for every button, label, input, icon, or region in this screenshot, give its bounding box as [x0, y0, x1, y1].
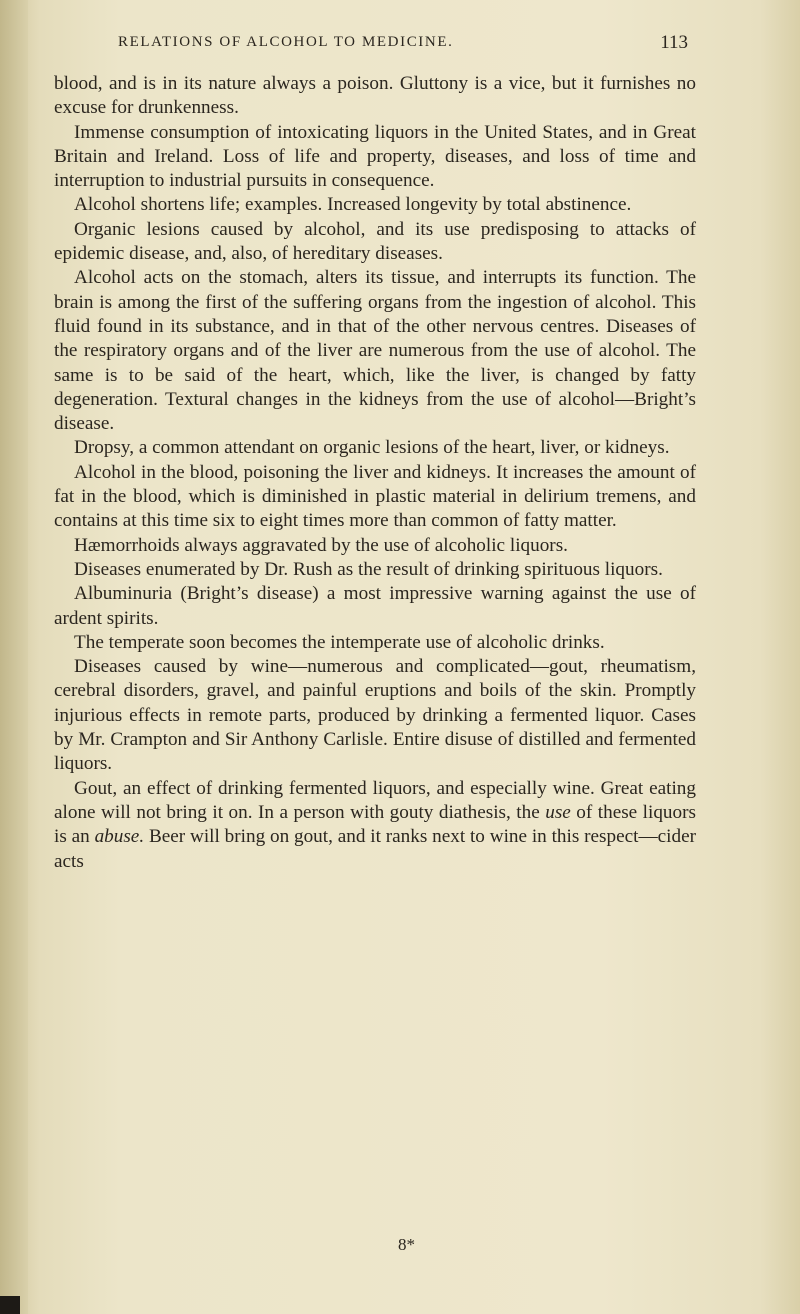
page-number: 113 [660, 32, 688, 53]
emphasis-abuse: abuse. [94, 826, 145, 848]
paragraph-7: Alcohol in the blood, poisoning the liver and kidneys. It increases the amount of fat in the blood, which is diminished in plastic material in delirium tremens, and contains at this time six to eight times more than common of fatty matter. [54, 461, 696, 532]
paragraph-11: The temperate soon becomes the intemperate use of alcoholic drinks. [74, 631, 605, 653]
paragraph-13 [54, 777, 696, 874]
spine-shadow [0, 0, 28, 1314]
paragraph-4: Organic lesions caused by alcohol, and its use predisposing to attacks of epidemic disease, and, also, of hereditary diseases. [54, 218, 696, 265]
paragraph-1: blood, and is in its nature always a poison. Gluttony is a vice, but it furnishes no excuse for drunkenness. [54, 73, 696, 119]
paragraph-13-part-2: of these liquors is an [54, 801, 696, 848]
paragraph-12: Diseases caused by wine—numerous and complicated—gout, rheumatism, cerebral disorders, gravel, and painful eruptions and boils of the skin. Promptly injurious effects in remote parts, produced by drinking a fermented liquor. Cases by Mr. Crampton and Sir Anthony Carlisle. Entire disuse of distilled and fermented liquors. [54, 656, 696, 775]
emphasis-use: use [545, 801, 571, 823]
signature-mark: 8* [398, 1235, 415, 1254]
paragraph-6: Dropsy, a common attendant on organic lesions of the heart, liver, or kidneys. [74, 437, 670, 459]
paragraph-10: Albuminuria (Bright’s disease) a most impressive warning against the use of ardent spirits. [54, 583, 696, 629]
paragraph-9: Diseases enumerated by Dr. Rush as the result of drinking spirituous liquors. [74, 558, 663, 580]
edge-mark [0, 1296, 20, 1314]
body-text [54, 72, 696, 874]
paragraph-8: Hæmorrhoids always aggravated by the use of alcoholic liquors. [74, 534, 568, 556]
running-head [118, 34, 688, 56]
paragraph-3: Alcohol shortens life; examples. Increased longevity by total abstinence. [74, 194, 632, 216]
paragraph-5: Alcohol acts on the stomach, alters its tissue, and interrupts its function. The brain is among the first of the suffering organs from the ingestion of alcohol. This fluid found in its substance, and in that of the other nervous centres. Diseases of the respiratory organs and of the liver are numerous from the use of alcohol. The same is to be said of the heart, which, like the liver, is changed by fatty degeneration. Textural changes in the kidneys from the use of alcohol—Bright’s disease. [54, 267, 696, 435]
paragraph-13-part-1: Gout, an effect of drinking fermented liquors, and especially wine. Great eating alone will not bring it on. In a person with gouty diathesis, the [54, 777, 696, 823]
paragraph-2: Immense consumption of intoxicating liquors in the United States, and in Great Britain and Ireland. Loss of life and property, diseases, and loss of time and interruption to industrial pursuits in consequence. [54, 121, 696, 192]
running-title: RELATIONS OF ALCOHOL TO MEDICINE. [118, 34, 454, 50]
paragraph-13-part-3: Beer will bring on gout, and it ranks next to wine in this respect—cider acts [54, 826, 696, 872]
